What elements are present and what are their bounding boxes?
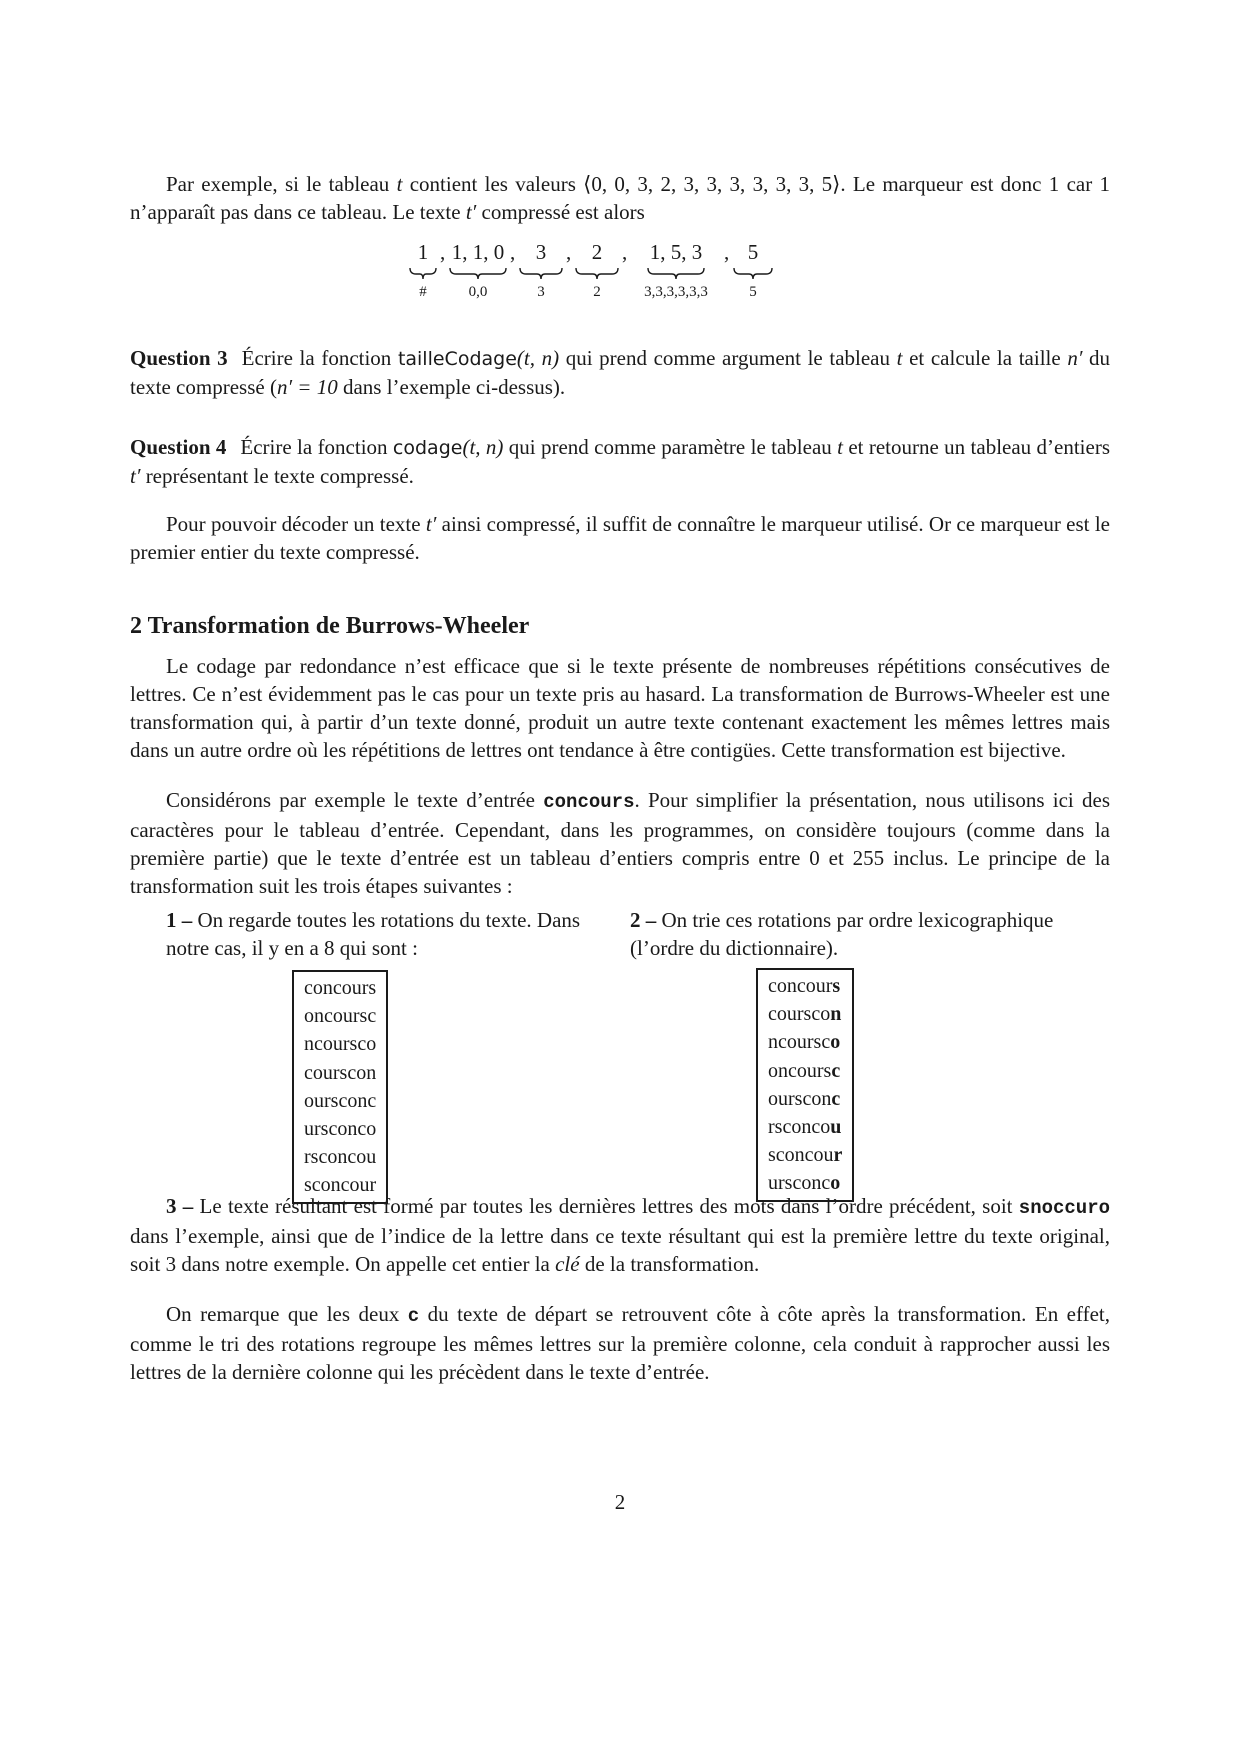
text: et retourne un tableau d’entiers <box>842 435 1111 459</box>
text: Écrire la fonction <box>241 346 398 370</box>
rotation-last-letter: u <box>830 1115 842 1138</box>
steps-columns <box>130 906 1110 1197</box>
function-args: (t, n) <box>462 435 504 459</box>
text: ainsi compressé, il suffit de connaître le marqueur utilisé. Or ce marqueur est le premier entier du texte compressé. <box>130 512 1110 564</box>
example-group <box>408 238 438 306</box>
group-under: 0,0 <box>468 284 488 300</box>
math-nprime: n′ <box>1067 346 1083 370</box>
text: Considérons par exemple le texte d’entrée <box>166 788 544 812</box>
rotation-last-letter: c <box>831 1087 841 1110</box>
rotation-last-letter: s <box>832 975 841 997</box>
rotation-last-letter: c <box>831 1059 841 1082</box>
text: du texte compressé ( <box>130 346 1111 399</box>
step-number: 1 – <box>166 908 193 932</box>
text: On regarde toutes les rotations du texte. Dans notre cas, il y en a 8 qui sont : <box>166 908 581 960</box>
sorted-rotation-row <box>768 1057 842 1085</box>
separator: , <box>510 240 516 264</box>
decode-paragraph <box>130 510 1110 566</box>
example-group <box>574 238 620 306</box>
text: de la transformation. <box>579 1252 760 1276</box>
sorted-rotation-row <box>768 1141 842 1169</box>
step-2-text <box>630 906 1100 962</box>
step-1-text <box>166 906 586 962</box>
question-4 <box>130 433 1110 490</box>
example-group <box>632 238 720 306</box>
text: Pour pouvoir décoder un texte <box>166 512 426 536</box>
text: et calcule la taille <box>902 346 1068 370</box>
example-group <box>448 238 508 306</box>
rotation-head: sconcou <box>768 1144 834 1167</box>
group-top: 2 <box>591 240 603 264</box>
rotation-row: rsconcou <box>304 1146 377 1169</box>
text: On remarque que les deux <box>166 1302 408 1326</box>
rotation-row: ncoursco <box>304 1033 377 1056</box>
sorted-rotations-table <box>756 968 854 1202</box>
group-under: 3,3,3,3,3,3 <box>644 284 708 300</box>
rotation-row: sconcour <box>304 1174 377 1197</box>
group-top: 1, 1, 0 <box>451 240 505 264</box>
math-t: t <box>837 435 843 459</box>
math-tprime: t′ <box>425 512 437 536</box>
rotation-head: rsconco <box>768 1115 831 1138</box>
remark-paragraph <box>130 1300 1110 1386</box>
step-3 <box>130 1192 1110 1278</box>
math-t: t <box>896 346 903 370</box>
separator: , <box>724 240 730 264</box>
page-body <box>130 170 1111 1514</box>
question-3 <box>130 344 1110 401</box>
group-top: 3 <box>535 240 547 264</box>
rotation-last-letter: o <box>830 1172 841 1195</box>
group-top: 1 <box>417 240 429 264</box>
text: . Pour simplifier la présentation, nous utilisons ici des caractères pour le tableau d’entrée. Cependant, dans les programmes, on considère toujours (comme dans la première partie) que le texte d’entrée est un tableau d’entiers compris entre 0 et 255 inclus. Le principe de la transformation suit les trois étapes suivantes : <box>130 788 1110 898</box>
rotation-head: concour <box>768 975 833 997</box>
function-name: codage <box>392 437 463 459</box>
sorted-rotation-row <box>768 972 842 1000</box>
code-word: concours <box>543 791 635 813</box>
question-title: Question 3 <box>130 346 228 370</box>
rotation-row: ursconco <box>304 1117 377 1140</box>
function-args: (t, n) <box>516 346 560 370</box>
sorted-rotation-row <box>768 1113 842 1141</box>
group-under: # <box>419 284 427 300</box>
group-under: 3 <box>537 284 545 300</box>
code-letter: c <box>407 1305 420 1327</box>
math-equation: n′ = 10 <box>276 375 338 399</box>
math-t: t <box>396 172 403 196</box>
group-under: 2 <box>593 284 601 300</box>
rotation-head: ursconc <box>768 1172 831 1195</box>
rotation-last-letter: o <box>830 1031 841 1054</box>
example-group <box>518 238 564 306</box>
sorted-rotation-row <box>768 1085 842 1113</box>
page-number: 2 <box>614 1490 626 1514</box>
rotation-head: coursco <box>768 1003 831 1026</box>
separator: , <box>566 240 572 264</box>
rotation-row: courscon <box>304 1061 377 1084</box>
rotations-table <box>292 970 388 1204</box>
code-word: snoccuro <box>1018 1197 1111 1219</box>
rotation-last-letter: r <box>833 1144 843 1167</box>
text: qui prend comme paramètre le tableau <box>503 435 838 459</box>
group-top: 1, 5, 3 <box>649 240 703 264</box>
text: contient les valeurs ⟨0, 0, 3, 2, 3, 3, 3, 3, 3, 3, 5⟩. Le marqueur est donc 1 car 1 n’apparaît pas dans ce tableau. Le texte <box>130 172 1110 224</box>
text: Le texte résultant est formé par toutes les dernières lettres des mots dans l’ordre précédent, soit <box>193 1194 1019 1218</box>
step-1 <box>166 906 586 962</box>
text: du texte de départ se retrouvent côte à côte après la transformation. En effet, comme le tri des rotations regroupe les mêmes lettres sur la première colonne, cela conduit à rapprocher aussi les lettres de la dernière colonne qui les précèdent dans le texte d’entrée. <box>130 1302 1111 1384</box>
rotation-head: ncoursc <box>768 1031 831 1054</box>
sorted-rotation-row <box>768 1169 842 1197</box>
text: qui prend comme argument le tableau <box>559 346 897 370</box>
text: On trie ces rotations par ordre lexicographique (l’ordre du dictionnaire). <box>630 908 1054 960</box>
sorted-rotation-row <box>768 1028 842 1056</box>
group-top: 5 <box>747 240 759 264</box>
intro-paragraph <box>130 170 1110 226</box>
rotation-row: oursconc <box>304 1089 377 1112</box>
step-number: 3 – <box>166 1194 194 1218</box>
separator: , <box>622 240 628 264</box>
rotation-head: oncours <box>768 1059 832 1082</box>
separator: , <box>440 240 446 264</box>
rotation-last-letter: n <box>830 1003 842 1026</box>
text: compressé est alors <box>476 200 645 224</box>
text: dans l’exemple ci-dessus). <box>337 375 566 399</box>
step-number: 2 – <box>630 908 657 932</box>
question-title: Question 4 <box>130 435 227 459</box>
sorted-rotation-row <box>768 1000 842 1028</box>
section-title: 2 Transformation de Burrows-Wheeler <box>130 613 530 639</box>
rotation-row: oncoursc <box>304 1005 377 1028</box>
emphasis: clé <box>555 1252 580 1276</box>
section-paragraph: Le codage par redondance n’est efficace que si le texte présente de nombreuses répétitions consécutives de lettres. Ce n’est évidemment pas le cas pour un texte pris au hasard. La transformation de Burrows-Wheeler est une transformation qui, à partir d’un texte donné, produit un autre texte contenant exactement les mêmes lettres mais dans un autre ordre où les répétitions de lettres ont tendance à être contigües. Cette transformation est bijective. <box>130 654 1110 762</box>
text: Écrire la fonction <box>240 435 393 459</box>
text: dans l’exemple, ainsi que de l’indice de la lettre dans ce texte résultant qui est la première lettre du texte original, soit 3 dans notre exemple. On appelle cet entier la <box>130 1224 1110 1276</box>
text: représentant le texte compressé. <box>140 464 414 488</box>
text: Par exemple, si le tableau <box>166 172 397 196</box>
step-2 <box>630 906 1100 962</box>
example-paragraph <box>130 786 1110 900</box>
example-group <box>732 238 774 306</box>
group-under: 5 <box>749 284 757 300</box>
math-tprime: t′ <box>465 200 477 224</box>
rotation-row: concours <box>304 977 377 999</box>
compressed-example <box>130 238 1110 318</box>
function-name: tailleCodage <box>397 348 517 370</box>
math-tprime: t′ <box>130 464 141 488</box>
rotation-head: ourscon <box>768 1087 832 1110</box>
